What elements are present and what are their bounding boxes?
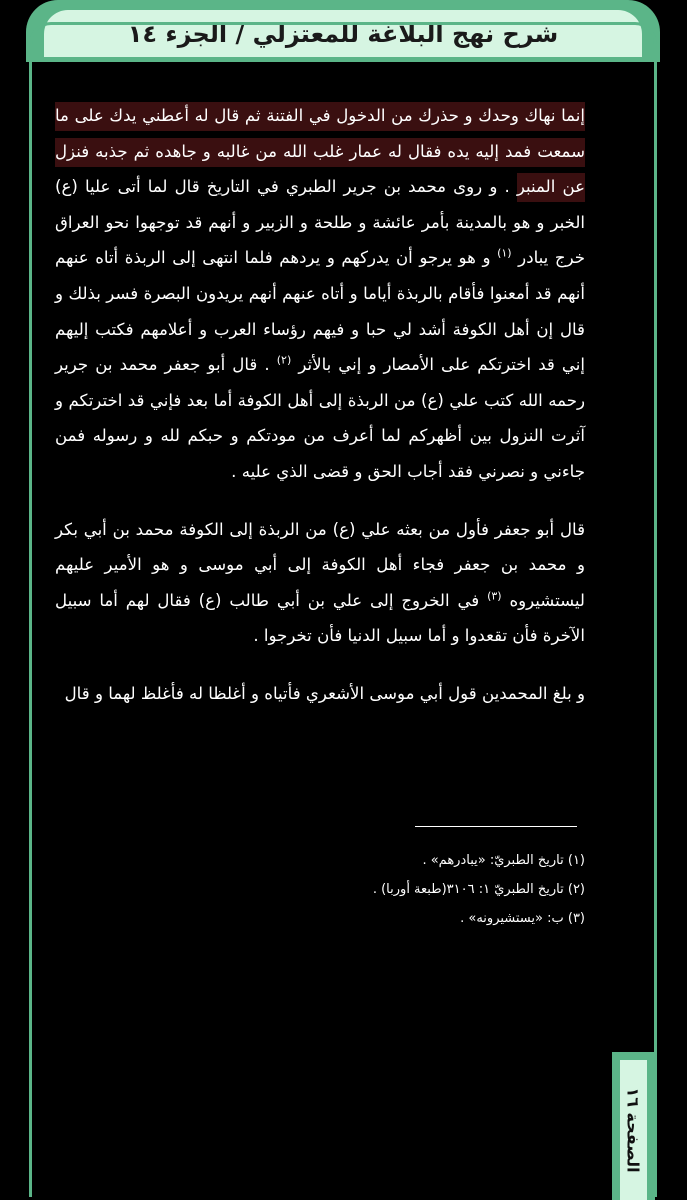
footnote-ref-1: (١)	[497, 246, 512, 260]
paragraph-2-text-b: في الخروج إلى علي بن أبي طالب (ع) فقال لهم أما سبيل الآخرة فأن تقعدوا و أما سبيل الدنيا فأن تخرجوا .	[55, 590, 585, 646]
paragraph-1-text-b: و هو يرجو أن يدركهم و يردهم فلما انتهى إلى الربذة أتاه عنهم أنهم قد أمعنوا فأقام بالربذة أياما و أتاه عنهم أنهم يريدون البصرة فسر بذلك و قال إن أهل الكوفة أشد لي حبا و فيهم رؤساء العرب و أعلامهم فكتب إليهم إني قد اخترتكم على الأمصار و إني بالأثر	[55, 248, 585, 375]
paragraph-1-text-a: . و روى محمد بن جرير الطبري في التاريخ قال لما أتى عليا (ع) الخبر و هو بالمدينة بأمر عائشة و طلحة و الزبير و أنهم قد توجهوا نحو العراق خرج يبادر	[55, 177, 585, 268]
footnote-divider	[415, 826, 577, 827]
footnote-ref-2: (٢)	[276, 353, 292, 367]
page-number-label: الصفحة ١٦	[623, 1087, 643, 1173]
page-title: شرح نهج البلاغة للمعتزلي / الجزء ١٤	[127, 19, 559, 48]
paragraph-1	[55, 98, 585, 490]
body-text	[55, 98, 585, 734]
paragraph-3: و بلغ المحمدين قول أبي موسى الأشعري فأتياه و أغلظا له فأغلظ لهما و قال	[64, 683, 585, 703]
paragraph-2-text-a: قال أبو جعفر فأول من بعثه علي (ع) من الربذة إلى الكوفة محمد بن أبي بكر و محمد بن جعفر فجاء أهل الكوفة إلى أبي موسى و هو الأمير عليهم ليستشيروه	[55, 519, 585, 610]
paragraph-2	[55, 512, 585, 654]
footnote-item: (١) تاريخ الطبريّ: «يبادرهم» .	[422, 853, 585, 868]
paragraph-1-text-c: . قال أبو جعفر محمد بن جرير رحمه الله كتب علي (ع) من الربذة إلى أهل الكوفة أما بعد فإني قد اخترتكم و آثرت النزول بين أظهركم لما أعرف من مودتكم و حبكم لله و رسوله فمن جاءني و نصرني فقد أجاب الحق و قضى الذي عليه .	[55, 355, 585, 481]
footnotes	[55, 846, 585, 933]
footnote-ref-3: (٣)	[487, 589, 502, 603]
footnote-item: (٣) ب: «يستشيرونه» .	[460, 911, 585, 926]
highlighted-text: إنما نهاك وحدك و حذرك من الدخول في الفتنة ثم قال له أعطني يدك على ما سمعت فمد إليه يده فقال له عمار غلب الله من غالبه و جاهده ثم جذبه فنزل عن المنبر	[55, 102, 585, 202]
footnote-item: (٢) تاريخ الطبريّ ١: ٣١٠٦(طبعة أوربا) .	[372, 882, 585, 897]
